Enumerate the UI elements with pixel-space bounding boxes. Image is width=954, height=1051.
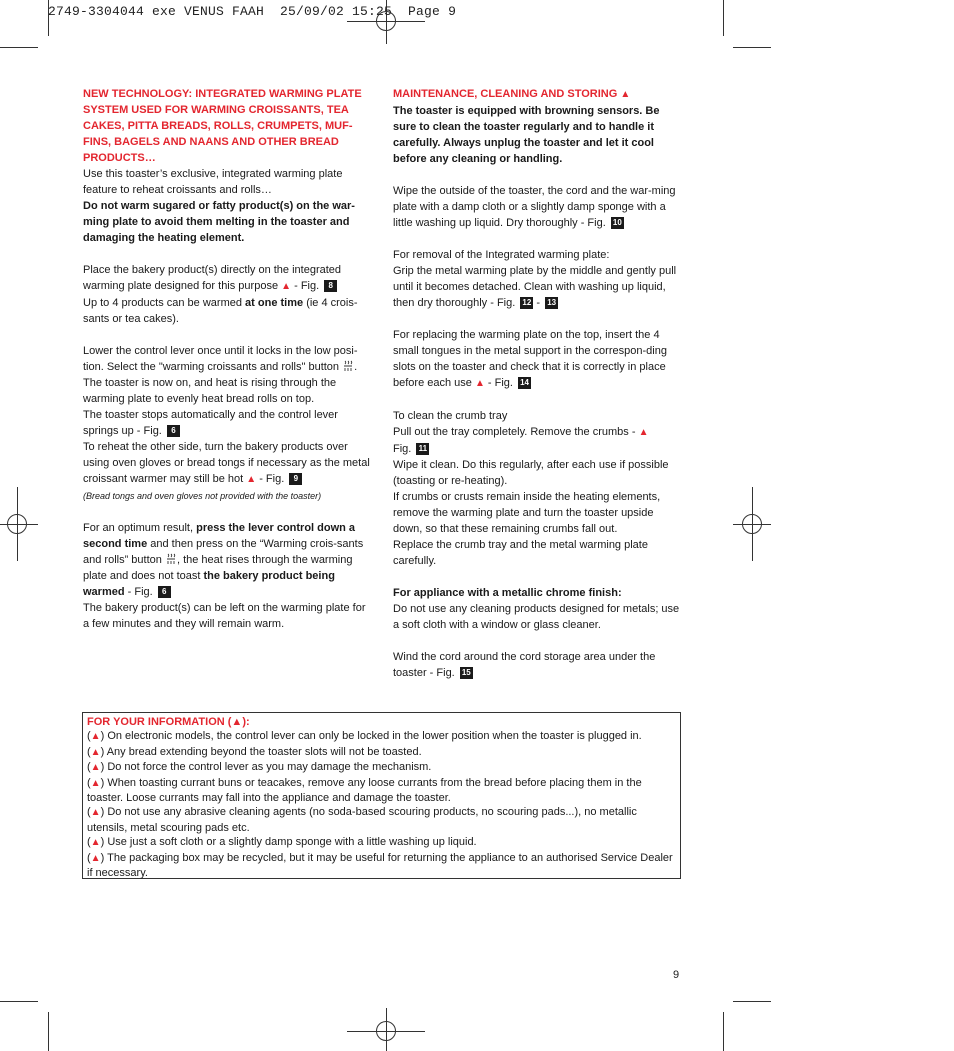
info-item: (▲) On electronic models, the control lever can only be locked in the lower position when the toaster is plugged in. <box>87 730 642 743</box>
warning-triangle-icon: ▲ <box>90 731 101 743</box>
intro-paragraph: The toaster is equipped with browning sensors. Be sure to clean the toaster regularly and to handle it carefully. Always unplug the toaster and let it cool before any cleaning or handling. <box>393 105 660 165</box>
warning-triangle-icon: ▲ <box>281 281 292 292</box>
paragraph: If crumbs or crusts remain inside the heating elements, remove the warming plate and turn the toaster upside down, so that these remaining crumbs fall out. <box>393 491 661 535</box>
maintenance-heading: MAINTENANCE, CLEANING AND STORING ▲ <box>393 88 631 100</box>
info-item: (▲) Do not force the control lever as you may damage the mechanism. <box>87 761 432 774</box>
crop-mark <box>48 1012 49 1051</box>
info-item: (▲) Use just a soft cloth or a slightly damp sponge with a little washing up liquid. <box>87 836 477 849</box>
paragraph: Pull out the tray completely. Remove the crumbs - ▲ Fig. 11 <box>393 426 649 455</box>
figure-ref: 12 <box>520 297 533 309</box>
info-item: (▲) Do not use any abrasive cleaning agents (no soda-based scouring products, no scouring pads...), no metallic utensils, metal scouring pads etc. <box>87 806 637 834</box>
warning-triangle-icon: ▲ <box>90 777 101 789</box>
registration-mark <box>0 524 38 525</box>
paragraph: Replace the crumb tray and the metal warming plate carefully. <box>393 539 648 567</box>
paragraph: For removal of the Integrated warming plate: <box>393 249 610 261</box>
figure-ref: 11 <box>416 443 429 455</box>
paragraph: Place the bakery product(s) directly on the integrated warming plate designed for this purpose ▲ - Fig. 8 <box>83 264 342 292</box>
warning-triangle-icon: ▲ <box>90 746 101 758</box>
left-column <box>83 86 373 632</box>
right-column <box>393 86 683 681</box>
paragraph: To reheat the other side, turn the bakery products over using oven gloves or bread tongs if necessary as the metal croissant warmer may still be hot ▲ - Fig. 9 <box>83 441 370 485</box>
print-header: 2749-3304044 exe VENUS FAAH 25/09/02 15:25 Page 9 <box>48 4 457 19</box>
figure-ref: 13 <box>545 297 558 309</box>
info-item: (▲) When toasting currant buns or teacakes, remove any loose currants from the bread before placing them in the toaster. Loose currants may fall into the appliance and damage the toaster. <box>87 776 642 805</box>
figure-ref: 6 <box>158 586 171 598</box>
warning-triangle-icon: ▲ <box>90 852 101 864</box>
chrome-finish-heading: For appliance with a metallic chrome finish: <box>393 587 622 599</box>
warning-triangle-icon: ▲ <box>90 762 101 774</box>
figure-ref: 15 <box>460 667 473 679</box>
paragraph: Up to 4 products can be warmed at one time (ie 4 crois-sants or tea cakes). <box>83 297 358 325</box>
paragraph: The toaster is now on, and heat is rising through the warming plate to evenly heat bread rolls on top. <box>83 377 337 405</box>
note-text: (Bread tongs and oven gloves not provided with the toaster) <box>83 491 322 501</box>
warning-triangle-icon: ▲ <box>231 716 243 728</box>
warning-triangle-icon: ▲ <box>246 474 257 485</box>
paragraph: Grip the metal warming plate by the middle and gently pull until it becomes detached. Clean with washing up liquid, then dry thoroughly - Fig. 12 - 13 <box>393 265 677 309</box>
warning-triangle-icon: ▲ <box>90 837 101 849</box>
warning-triangle-icon: ▲ <box>90 807 101 819</box>
paragraph: Wipe it clean. Do this regularly, after each use if possible (toasting or re-heating). <box>393 459 669 487</box>
paragraph: Wipe the outside of the toaster, the cord and the war-ming plate with a damp cloth or a slightly damp sponge with a little washing up liquid. Dry thoroughly - Fig. 10 <box>393 185 676 229</box>
registration-mark <box>347 1031 425 1032</box>
paragraph: To clean the crumb tray <box>393 410 508 422</box>
paragraph: Wind the cord around the cord storage area under the toaster - Fig. 15 <box>393 651 656 679</box>
registration-mark <box>733 524 771 525</box>
figure-ref: 14 <box>518 377 531 389</box>
paragraph: Use this toaster’s exclusive, integrated warming plate feature to reheat croissants and rolls… <box>83 168 343 196</box>
paragraph: The bakery product(s) can be left on the warming plate for a few minutes and they will remain warm. <box>83 602 366 630</box>
warning-paragraph: Do not warm sugared or fatty product(s) on the war-ming plate to avoid them melting in the toaster and damaging the heating element. <box>83 200 355 244</box>
crop-mark <box>0 1001 38 1002</box>
crop-mark <box>0 47 38 48</box>
info-title: FOR YOUR INFORMATION (▲): <box>87 716 250 728</box>
crop-mark <box>723 1012 724 1051</box>
crop-mark <box>723 0 724 36</box>
figure-ref: 8 <box>324 280 337 292</box>
croissant-warm-icon <box>166 553 176 565</box>
paragraph: The toaster stops automatically and the control lever springs up - Fig. 6 <box>83 409 338 437</box>
information-box <box>82 712 681 879</box>
figure-ref: 9 <box>289 473 302 485</box>
crop-mark <box>733 1001 771 1002</box>
warning-triangle-icon: ▲ <box>638 427 649 438</box>
page-number: 9 <box>673 969 680 981</box>
paragraph: For replacing the warming plate on the top, insert the 4 small tongues in the metal support in the correspon-ding slots on the toaster and check that it is correctly in place before each use ▲ - Fig. 14 <box>393 329 667 389</box>
paragraph: Do not use any cleaning products designed for metals; use a soft cloth with a window or glass cleaner. <box>393 603 680 631</box>
registration-mark <box>347 21 425 22</box>
info-item: (▲) The packaging box may be recycled, but it may be useful for returning the appliance to an authorised Service Dealer if necessary. <box>87 851 673 880</box>
info-item: (▲) Any bread extending beyond the toaster slots will not be toasted. <box>87 745 422 758</box>
registration-mark <box>386 1008 387 1051</box>
warning-triangle-icon: ▲ <box>474 378 485 389</box>
crop-mark <box>733 47 771 48</box>
paragraph: Lower the control lever once until it locks in the low posi-tion. Select the "warming croissants and rolls" button . <box>83 345 358 373</box>
figure-ref: 10 <box>611 217 624 229</box>
warning-triangle-icon: ▲ <box>620 89 631 100</box>
croissant-warm-icon <box>343 360 353 372</box>
warming-plate-heading: NEW TECHNOLOGY: INTEGRATED WARMING PLATE SYSTEM USED FOR WARMING CROISSANTS, TEA CAKES, PITTA BREADS, ROLLS, CRUMPETS, MUF-FINS, BAGELS AND NAANS AND OTHER BREAD PRODUCTS… <box>83 88 362 164</box>
figure-ref: 6 <box>167 425 180 437</box>
paragraph: For an optimum result, press the lever control down a second time and then press on the “Warming crois-sants and rolls” button , the heat rises through the warming plate and does not toast the bakery product being warmed - Fig. 6 <box>83 522 364 598</box>
